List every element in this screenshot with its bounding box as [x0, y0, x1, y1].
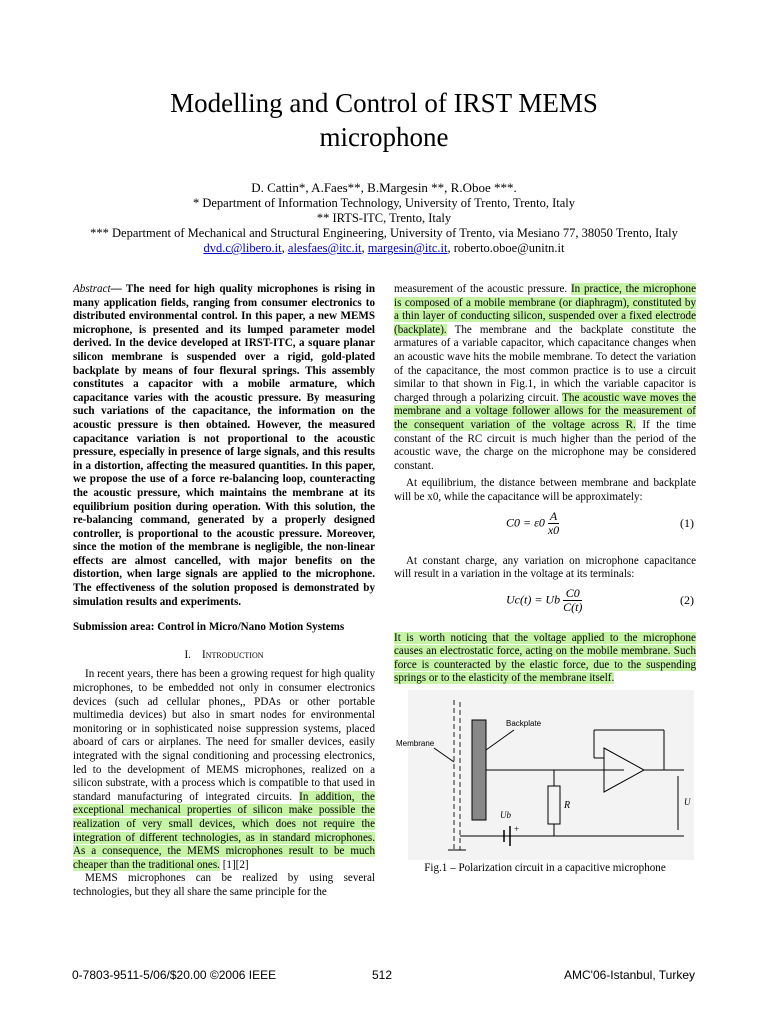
figure-1 — [394, 690, 696, 860]
right-paragraph-2: At equilibrium, the distance between membrane and backplate will be x0, while the capacitance will be approximately: — [394, 477, 696, 503]
affiliation-3: *** Department of Mechanical and Structural Engineering, University of Trento, via Mesiano 77, 38050 Trento, Italy — [90, 226, 678, 240]
footer-conference: AMC'06-Istanbul, Turkey — [563, 968, 695, 982]
equation-2 — [394, 582, 696, 622]
eq2-number: (2) — [680, 592, 694, 607]
eq2-denominator: C(t) — [563, 599, 583, 614]
eq2-numerator: C0 — [563, 587, 582, 601]
label-backplate: Backplate — [506, 719, 542, 729]
highlight-electrostatic: It is worth noticing that the voltage applied to the microphone causes an electrostatic force, acting on the mobile membrane. Such force is counteracted by the elastic force, due to the suspending springs or to the elasticity of the membrane itself. — [394, 631, 696, 685]
section-heading — [73, 649, 375, 663]
title-line-1: Modelling and Control of IRST MEMS — [170, 88, 598, 118]
email-link-1[interactable]: dvd.c@libero.it — [203, 241, 282, 255]
right-text-b: The membrane and the backplate constitute the armatures of a variable capacitor, which capacitance changes when an acoustic wave hits the mobile membrane. To detect the variation of the capacitance, the most common practice is to use a circuit similar to that shown in Fig.1, in which the variable capacitor is charged through a polarizing circuit. — [394, 323, 696, 404]
figure-caption: Fig.1 – Polarization circuit in a capacitive microphone — [424, 862, 666, 875]
right-paragraph-1 — [394, 283, 696, 473]
highlight-intro: In addition, the exceptional mechanical properties of silicon make possible the realization of very small devices, which does not require the integration of different technologies, as in standard microphones. As a consequence, the MEMS microphones result to be much cheaper than the traditional ones. — [73, 790, 375, 871]
email-line: dvd.c@libero.it, alesfaes@itc.it, margesin@itc.it, roberto.oboe@unitn.it — [203, 241, 565, 255]
author-names: D. Cattin*, A.Faes**, B.Margesin **, R.Oboe ***. — [251, 180, 517, 195]
eq1-denominator: x0 — [547, 522, 560, 537]
label-plus: + — [514, 824, 520, 835]
label-u: U — [684, 797, 691, 808]
eq1-lhs: C0 = ε0 — [506, 514, 545, 529]
email-link-3[interactable]: margesin@itc.it — [367, 241, 448, 255]
abstract — [73, 283, 375, 609]
left-column — [73, 283, 375, 900]
figure-background — [408, 690, 694, 860]
highlight-voltage-follower: The acoustic wave moves the membrane and a voltage follower allows for the measurement of the consequent variation of the voltage across R. — [394, 391, 696, 431]
eq2-lhs: Uc(t) = Ub — [506, 591, 561, 606]
eq1-number: (1) — [680, 515, 694, 530]
submission-area: Submission area: Control in Micro/Nano Motion Systems — [73, 621, 345, 634]
email-4: roberto.oboe@unitn.it — [453, 241, 565, 255]
intro-text: In recent years, there has been a growing request for high quality microphones, to be embedded not only in consumer electronics devices (such ad cellular phones,, PDAs or other portable multimedia devices) but also in smart nodes for environmental monitoring or in sophisticated noise suppression systems, placed aboard of cars or airplanes. The need for smaller devices, easily integrated with the signal conditioning and processing electronics, led to the development of MEMS microphones, realized on a silicon substrate, with a process which is compatible to that used in standard manufacturing of integrated circuits. — [73, 668, 375, 803]
right-column — [394, 283, 696, 876]
right-text-c: If the time constant of the RC circuit is much higher than the period of the acoustic wave, the charge on the microphone may be considered constant. — [394, 418, 696, 472]
section-title: Introduction — [202, 648, 264, 661]
right-paragraph-4 — [394, 632, 696, 686]
highlight-membrane: In practice, the microphone is composed of a mobile membrane (or diaphragm), constituted by a thin layer of conducting silicon, suspended over a fixed electrode (backplate). — [394, 283, 696, 336]
intro-paragraph-1 — [73, 668, 375, 872]
footer-copyright: 0-7803-9511-5/06/$20.00 ©2006 IEEE — [72, 968, 277, 982]
affiliation-1: * Department of Information Technology, University of Trento, Trento, Italy — [192, 196, 576, 210]
affiliation-2: ** IRTS-ITC, Trento, Italy — [316, 211, 452, 225]
eq1-fraction — [548, 510, 559, 537]
intro-paragraph-2: MEMS microphones can be realized by using several technologies, but they all share the same principle for the — [73, 872, 375, 898]
equation-1 — [394, 505, 696, 545]
footer-page-number: 512 — [372, 968, 393, 982]
right-paragraph-3: At constant charge, any variation on microphone capacitance will result in a variation in the voltage at its terminals: — [394, 554, 696, 581]
right-text-a: measurement of the acoustic pressure. — [394, 283, 571, 295]
paper-title — [60, 86, 708, 154]
abstract-label: Abstract — [73, 283, 111, 295]
author-block — [60, 180, 708, 256]
polarization-circuit-diagram — [394, 690, 696, 860]
email-link-2[interactable]: alesfaes@itc.it — [287, 241, 362, 255]
label-membrane: Membrane — [396, 739, 435, 749]
title-line-2: microphone — [319, 122, 449, 152]
backplate-rect — [472, 720, 486, 820]
eq2-fraction — [563, 587, 582, 614]
section-number: I. — [184, 648, 191, 661]
abstract-text: — The need for high quality microphones is rising in many application fields, ranging from consumer electronics to distributed environmental control. In this paper, a new MEMS microphone, is presented and its lumped parameter model derived. In the device developed at IRST-ITC, a square planar silicon membrane is suspended over a rigid, gold-plated backplate by means of four flexural springs. This assembly constitutes a capacitor with a mobile armature, which capacitance varies with the acoustic pressure. By measuring such variations of the capacitance, the information on the acoustic pressure is then obtained. However, the measured capacitance variation is not proportional to the acoustic pressure, especially in presence of large signals, and this results in a distortion, affecting the measured quantities. In this paper, we propose the use of a force re-balancing loop, counteracting the acoustic pressure, which maintains the membrane at its equilibrium position during operation. With this solution, the re-balancing command, generated by a properly designed controller, is proportional to the acoustic pressure. Moreover, since the motion of the membrane is negligible, the non-linear effects are almost cancelled, with major benefits on the distortion, when large signals are applied to the microphone. The effectiveness of the solution proposed is demonstrated by simulation results and experiments. — [73, 283, 375, 608]
intro-reference: [1][2] — [219, 858, 249, 871]
label-r: R — [564, 800, 571, 812]
eq1-numerator: A — [549, 508, 558, 523]
label-ub: Ub — [500, 810, 511, 821]
